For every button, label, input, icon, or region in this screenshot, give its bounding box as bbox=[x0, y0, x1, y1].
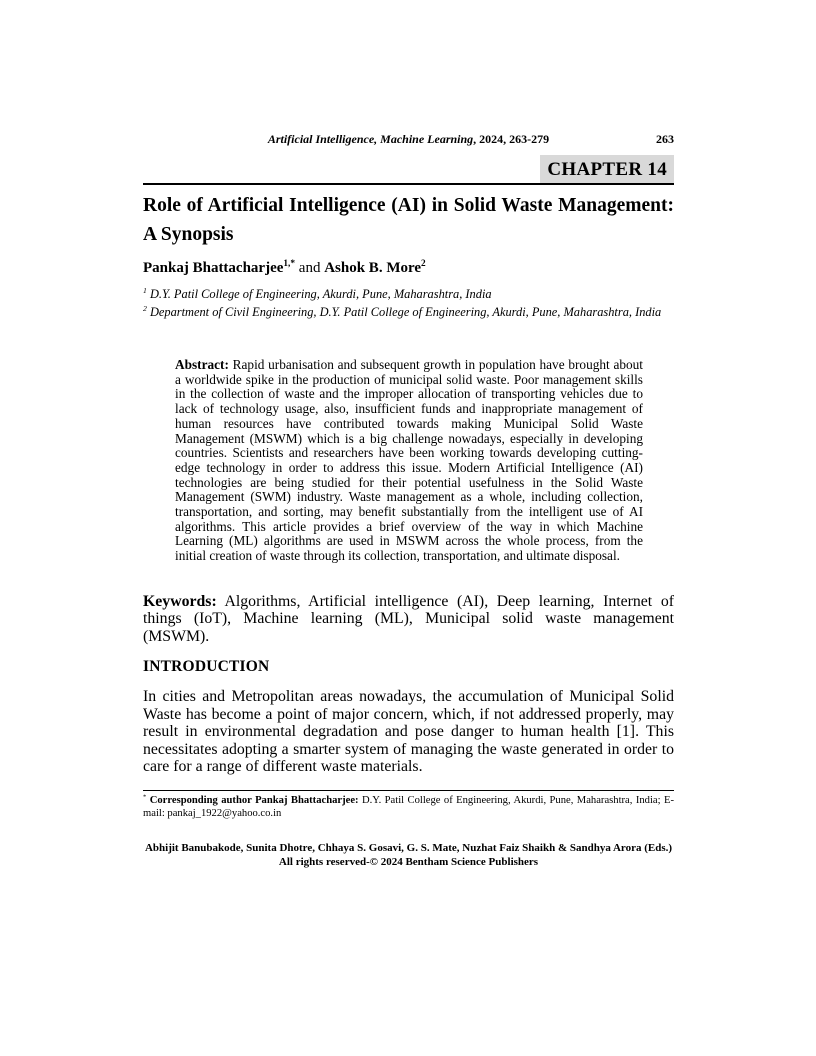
page-content bbox=[143, 0, 674, 1056]
journal-issue-pages: , 2024, 263-279 bbox=[473, 132, 550, 146]
page-number: 263 bbox=[656, 132, 674, 146]
affiliation-2 bbox=[143, 305, 674, 320]
author-1-name: Pankaj Bhattacharjee bbox=[143, 260, 284, 276]
footnote-text: D.Y. Patil College of Engineering, Akurdi, Pune, Maharashtra, India; E-mail: pankaj_1922@yahoo.co.in bbox=[143, 795, 674, 819]
affiliation-1-marker: 1 bbox=[143, 285, 147, 295]
running-header bbox=[143, 132, 674, 147]
affiliation-1 bbox=[143, 287, 674, 302]
abstract bbox=[175, 358, 643, 564]
chapter-badge: CHAPTER 14 bbox=[540, 155, 674, 183]
introduction-paragraph: In cities and Metropolitan areas nowadays, the accumulation of Municipal Solid Waste has become a point of major concern, which, if not addressed properly, may result in environmental degradation and pose danger to human health [1]. This necessitates adopting a smarter system of managing the waste generated in order to care for a range of different waste materials. bbox=[143, 688, 674, 775]
copyright-line: All rights reserved-© 2024 Bentham Science Publishers bbox=[278, 855, 539, 868]
imprint-block bbox=[143, 842, 674, 869]
affiliation-2-text: Department of Civil Engineering, D.Y. Patil College of Engineering, Akurdi, Pune, Maharashtra, India bbox=[146, 305, 662, 319]
author-2-name: Ashok B. More bbox=[324, 260, 422, 276]
author-1-superscript: 1,* bbox=[283, 259, 296, 269]
section-heading-introduction: INTRODUCTION bbox=[143, 658, 270, 675]
keywords-label: Keywords: bbox=[143, 593, 217, 610]
footnote-marker: * bbox=[143, 793, 147, 801]
authors-line bbox=[143, 259, 674, 277]
chapter-rule-row bbox=[143, 155, 674, 185]
editors-line: Abhijit Banubakode, Sunita Dhotre, Chhaya S. Gosavi, G. S. Mate, Nuzhat Faiz Shaikh & Sandhya Arora (Eds.) bbox=[144, 842, 673, 854]
corresponding-author-footnote bbox=[143, 790, 674, 820]
author-2-superscript: 2 bbox=[421, 259, 426, 269]
footnote-bold-text: Corresponding author Pankaj Bhattacharjee: bbox=[146, 795, 359, 806]
keywords bbox=[143, 593, 674, 645]
journal-citation bbox=[143, 132, 674, 147]
affiliation-2-marker: 2 bbox=[143, 303, 147, 313]
abstract-label: Abstract: bbox=[175, 357, 229, 372]
abstract-text: Rapid urbanisation and subsequent growth in population have brought about a worldwide spike in the production of municipal solid waste. Poor management skills in the collection of waste and the improper allocation of transporting vehicles due to lack of technology usage, also, insufficient funds and inappropriate management of human resources have contributed towards making Municipal Solid Waste Management (MSWM) which is a big challenge nowadays, especially in developing countries. Scientists and researchers have been working towards developing cutting-edge technology in order to address this issue. Modern Artificial Intelligence (AI) technologies are being studied for their potential usefulness in the Solid Waste Management (SWM) industry. Waste management as a whole, including collection, transportation, and sorting, may benefit substantially from the intelligent use of AI algorithms. This article provides a brief overview of the way in which Machine Learning (ML) algorithms are used in MSWM across the whole process, from the initial creation of waste through its collection, transportation, and ultimate disposal. bbox=[175, 357, 643, 564]
affiliation-1-text: D.Y. Patil College of Engineering, Akurdi, Pune, Maharashtra, India bbox=[146, 287, 492, 301]
authors-connector: and bbox=[295, 260, 325, 276]
keywords-text: Algorithms, Artificial intelligence (AI), Deep learning, Internet of things (IoT), Machine learning (ML), Municipal solid waste management (MSWM). bbox=[143, 593, 674, 645]
chapter-title: Role of Artificial Intelligence (AI) in Solid Waste Management: A Synopsis bbox=[143, 195, 674, 245]
journal-title: Artificial Intelligence, Machine Learning bbox=[267, 132, 474, 146]
